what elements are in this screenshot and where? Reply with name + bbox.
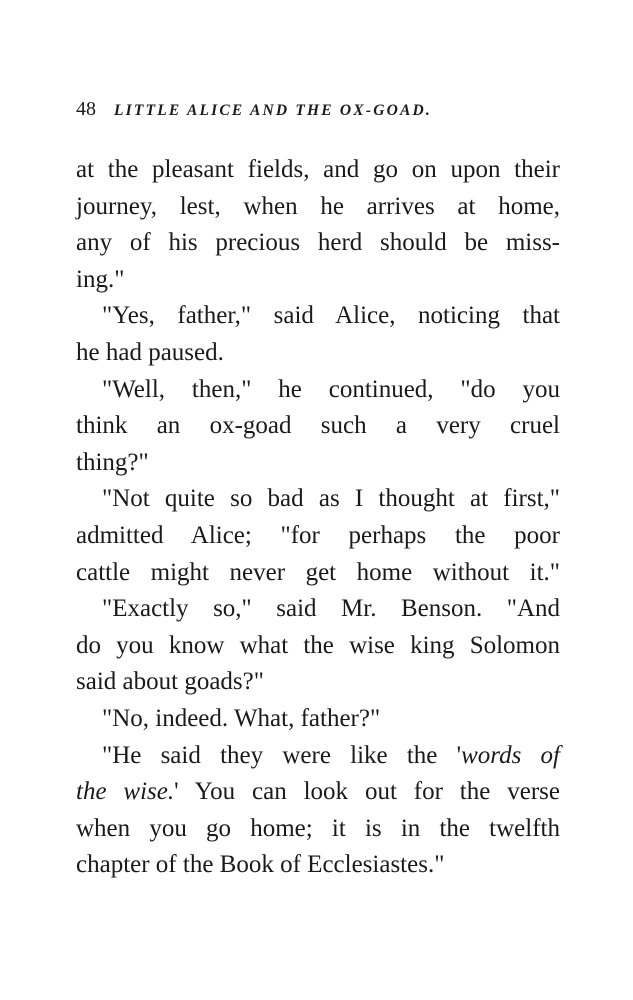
text-line: "Yes, father," said Alice, noticing that <box>102 302 560 330</box>
text-line: "No, indeed. What, father?" <box>102 704 381 732</box>
text-line: said about goads?" <box>76 668 264 696</box>
text-line: chapter of the Book of Ecclesiastes." <box>76 851 445 879</box>
text-line: think an ox-goad such a very cruel <box>76 412 560 440</box>
body-text <box>76 152 560 884</box>
text-line: thing?" <box>76 448 149 476</box>
text-line: "Not quite so bad as I thought at first," <box>102 485 560 513</box>
text-line: "Well, then," he continued, "do you <box>102 375 560 403</box>
text-line: the wise.' You can look out for the verse <box>76 778 560 806</box>
text-line: he had paused. <box>76 338 224 366</box>
text-line: when you go home; it is in the twelfth <box>76 814 560 842</box>
running-header <box>76 98 566 128</box>
page-number: 48 <box>76 98 96 120</box>
text-line: admitted Alice; "for perhaps the poor <box>76 521 560 549</box>
text-line: cattle might never get home without it." <box>76 558 560 586</box>
running-title: LITTLE ALICE AND THE OX-GOAD. <box>114 102 432 119</box>
text-line: "He said they were like the 'words of <box>102 741 560 769</box>
text-line: any of his precious herd should be miss- <box>76 229 560 257</box>
text-line: at the pleasant fields, and go on upon their <box>76 156 560 183</box>
text-line: do you know what the wise king Solomon <box>76 631 560 659</box>
text-line: journey, lest, when he arrives at home, <box>76 192 560 220</box>
text-line: "Exactly so," said Mr. Benson. "And <box>102 595 560 623</box>
text-line: ing." <box>76 265 125 293</box>
